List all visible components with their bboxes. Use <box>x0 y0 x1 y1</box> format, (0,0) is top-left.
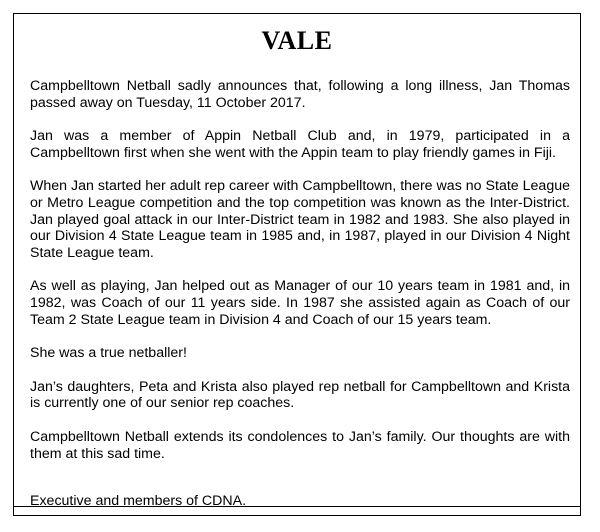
paragraph-true-netballer: She was a true netballer! <box>30 345 187 362</box>
paragraph-manager-coach: As well as playing, Jan helped out as Manager of our 10 years team in 1981 and, in 1982, was Coach of our 11 years side. In 1987 she assisted again as Coach of our Team 2 State League team in Division 4 and Coach of our 15 years team. <box>30 278 570 328</box>
paragraph-daughters: Jan’s daughters, Peta and Krista also played rep netball for Campbelltown and Krista is currently one of our senior rep coaches. <box>30 378 570 412</box>
paragraph-condolences: Campbelltown Netball extends its condolences to Jan’s family. Our thoughts are with them at this sad time. <box>30 428 570 462</box>
bottom-divider <box>14 506 580 507</box>
notice-body <box>30 78 570 510</box>
notice-title: VALE <box>261 26 333 55</box>
signature-line: Executive and members of CDNA. <box>30 493 247 510</box>
paragraph-rep-career: When Jan started her adult rep career with Campbelltown, there was no State League or Metro League competition and the top competition was known as the Inter-District. Jan played goal attack in our Inter-District team in 1982 and 1983. She also played in our Division 4 State League team in 1985 and, in 1987, played in our Division 4 Night State League team. <box>30 178 570 261</box>
paragraph-announcement: Campbelltown Netball sadly announces that, following a long illness, Jan Thomas passed away on Tuesday, 11 October 2017. <box>30 78 570 111</box>
paragraph-appin-club: Jan was a member of Appin Netball Club and, in 1979, participated in a Campbelltown first when she went with the Appin team to play friendly games in Fiji. <box>30 128 570 161</box>
notice-frame <box>13 13 581 516</box>
